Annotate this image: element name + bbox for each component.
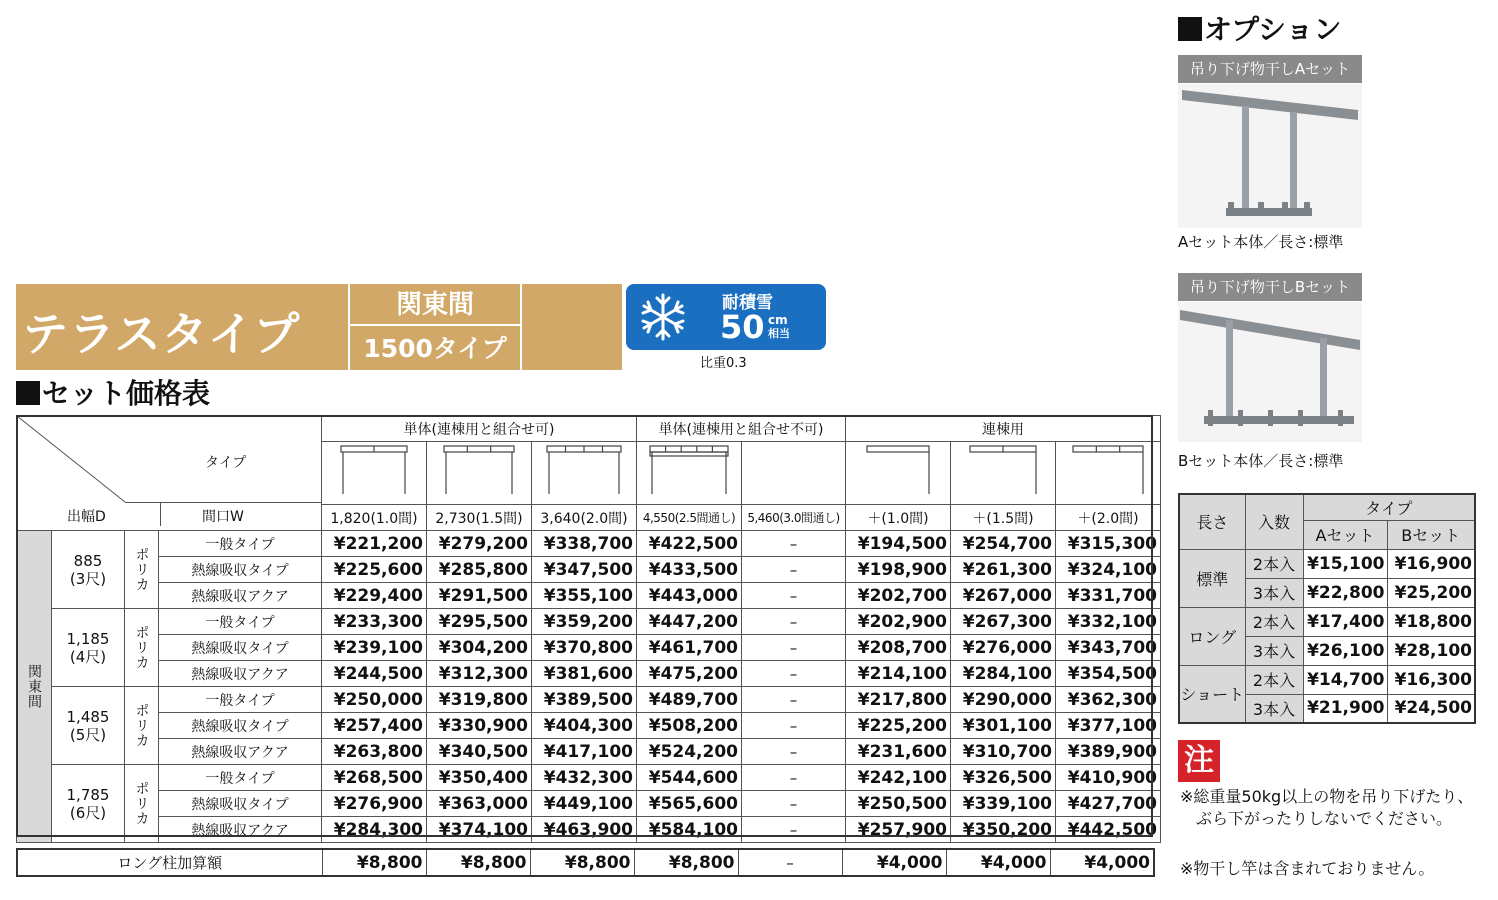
option-price: ¥25,200 xyxy=(1387,578,1475,607)
section-title: セット価格表 xyxy=(16,372,210,412)
price-cell: ¥343,700 xyxy=(1056,635,1161,661)
set-b-header: Bセット xyxy=(1387,520,1475,549)
price-cell: ¥374,100 xyxy=(427,817,532,843)
type-name: 一般タイプ xyxy=(159,609,322,635)
table-row xyxy=(17,609,1161,635)
depth-value: 1,185 xyxy=(66,629,110,648)
table-row xyxy=(17,583,1161,609)
material-label: ポリカ xyxy=(125,609,159,687)
price-cell: ¥350,200 xyxy=(951,817,1056,843)
price-cell: ¥324,100 xyxy=(1056,557,1161,583)
price-cell: ¥263,800 xyxy=(322,739,427,765)
price-cell: ¥214,100 xyxy=(846,661,951,687)
type-name: 熱線吸収タイプ xyxy=(159,557,322,583)
price-cell: ¥295,500 xyxy=(427,609,532,635)
count-header: 入数 xyxy=(1245,494,1303,549)
depth-label: 出幅D xyxy=(67,509,106,525)
option-price: ¥16,900 xyxy=(1387,549,1475,578)
count-cell: 2本入 xyxy=(1245,549,1303,578)
width-header: 2,730(1.5間) xyxy=(427,505,532,531)
price-cell: ¥427,700 xyxy=(1056,791,1161,817)
type-name: 熱線吸収アクア xyxy=(159,817,322,843)
price-cell: ¥489,700 xyxy=(637,687,742,713)
width-header: 5,460(3.0間通し) xyxy=(742,505,846,531)
depth-cell xyxy=(52,531,125,609)
option-row xyxy=(1179,607,1475,636)
table-row xyxy=(17,817,1161,843)
price-cell: ¥279,200 xyxy=(427,531,532,557)
set-a-image xyxy=(1178,84,1362,228)
option-price: ¥26,100 xyxy=(1303,636,1387,665)
type-name: 一般タイプ xyxy=(159,687,322,713)
price-cell: ¥257,400 xyxy=(322,713,427,739)
option-price: ¥15,100 xyxy=(1303,549,1387,578)
width-header: ＋(2.0間) xyxy=(1056,505,1161,531)
price-cell: ¥417,100 xyxy=(532,739,637,765)
price-cell: ¥267,000 xyxy=(951,583,1056,609)
long-post-price: ¥4,000 xyxy=(946,849,1050,876)
set-a-tag: 吊り下げ物干しAセット xyxy=(1178,55,1362,83)
table-row xyxy=(17,687,1161,713)
price-cell: ¥443,000 xyxy=(637,583,742,609)
option-price: ¥24,500 xyxy=(1387,694,1475,723)
square-bullet-icon xyxy=(16,381,40,405)
frame-icon xyxy=(322,442,426,500)
frame-diagram-cell xyxy=(322,442,427,505)
price-cell: ¥198,900 xyxy=(846,557,951,583)
material-label: ポリカ xyxy=(125,531,159,609)
price-cell: ¥461,700 xyxy=(637,635,742,661)
long-post-price: ¥4,000 xyxy=(1050,849,1154,876)
price-cell: ¥330,900 xyxy=(427,713,532,739)
price-cell: ¥233,300 xyxy=(322,609,427,635)
price-cell: ¥261,300 xyxy=(951,557,1056,583)
table-row xyxy=(17,791,1161,817)
price-cell: ¥432,300 xyxy=(532,765,637,791)
length-cell: ロング xyxy=(1179,607,1245,665)
region-label: 関東間 xyxy=(17,531,52,843)
price-cell: ¥339,100 xyxy=(951,791,1056,817)
price-cell: ¥291,500 xyxy=(427,583,532,609)
set-b-caption: Bセット本体／長さ:標準 xyxy=(1178,452,1344,470)
price-cell: ¥276,900 xyxy=(322,791,427,817)
price-cell: ¥267,300 xyxy=(951,609,1056,635)
price-cell: ¥442,500 xyxy=(1056,817,1161,843)
diagonal-line xyxy=(17,416,322,526)
group-header: 単体(連棟用と組合せ不可) xyxy=(637,416,846,442)
length-cell: ショート xyxy=(1179,665,1245,723)
price-cell: – xyxy=(742,739,846,765)
price-cell: ¥508,200 xyxy=(637,713,742,739)
price-cell: ¥239,100 xyxy=(322,635,427,661)
price-cell: ¥584,100 xyxy=(637,817,742,843)
price-cell: ¥312,300 xyxy=(427,661,532,687)
snowflake-icon xyxy=(638,292,688,342)
length-cell: 標準 xyxy=(1179,549,1245,607)
price-cell: ¥524,200 xyxy=(637,739,742,765)
snow-label: 耐積雪 xyxy=(722,293,773,313)
option-price: ¥18,800 xyxy=(1387,607,1475,636)
price-cell: ¥340,500 xyxy=(427,739,532,765)
long-post-price: – xyxy=(738,849,842,876)
type-name: 熱線吸収アクア xyxy=(159,739,322,765)
price-cell: – xyxy=(742,817,846,843)
width-header: ＋(1.5間) xyxy=(951,505,1056,531)
price-cell: ¥354,500 xyxy=(1056,661,1161,687)
group-header: 単体(連棟用と組合せ可) xyxy=(322,416,637,442)
option-price: ¥28,100 xyxy=(1387,636,1475,665)
price-cell: – xyxy=(742,765,846,791)
price-cell: ¥315,300 xyxy=(1056,531,1161,557)
snow-value: 50 xyxy=(720,308,765,346)
option-price: ¥21,900 xyxy=(1303,694,1387,723)
price-cell: ¥254,700 xyxy=(951,531,1056,557)
price-cell: ¥250,000 xyxy=(322,687,427,713)
price-cell: ¥202,900 xyxy=(846,609,951,635)
table-row xyxy=(17,661,1161,687)
frame-diagram-cell xyxy=(532,442,637,505)
price-cell: – xyxy=(742,557,846,583)
type-name: 一般タイプ xyxy=(159,531,322,557)
type-name: 熱線吸収アクア xyxy=(159,661,322,687)
price-cell: ¥276,000 xyxy=(951,635,1056,661)
price-cell: ¥389,900 xyxy=(1056,739,1161,765)
price-cell: ¥319,800 xyxy=(427,687,532,713)
price-cell: ¥244,500 xyxy=(322,661,427,687)
frame-icon xyxy=(951,442,1055,500)
option-row xyxy=(1179,665,1475,694)
frame-diagram-cell xyxy=(846,442,951,505)
price-cell: ¥225,200 xyxy=(846,713,951,739)
price-cell: ¥290,000 xyxy=(951,687,1056,713)
depth-value: 1,785 xyxy=(66,785,110,804)
length-header: 長さ xyxy=(1179,494,1245,549)
banner-type: 1500タイプ xyxy=(363,334,507,363)
option-price: ¥22,800 xyxy=(1303,578,1387,607)
price-cell: ¥217,800 xyxy=(846,687,951,713)
price-cell: ¥284,300 xyxy=(322,817,427,843)
frame-icon xyxy=(846,442,950,500)
price-cell: ¥242,100 xyxy=(846,765,951,791)
price-cell: ¥331,700 xyxy=(1056,583,1161,609)
price-cell: ¥310,700 xyxy=(951,739,1056,765)
type-banner xyxy=(16,284,622,370)
price-cell: – xyxy=(742,531,846,557)
type-name: 一般タイプ xyxy=(159,765,322,791)
options-title: オプション xyxy=(1178,8,1341,48)
price-cell: ¥544,600 xyxy=(637,765,742,791)
count-cell: 2本入 xyxy=(1245,665,1303,694)
table-row xyxy=(17,739,1161,765)
price-cell: ¥250,500 xyxy=(846,791,951,817)
type-name: 熱線吸収アクア xyxy=(159,583,322,609)
table-row xyxy=(17,713,1161,739)
price-cell: ¥370,800 xyxy=(532,635,637,661)
price-cell: ¥229,400 xyxy=(322,583,427,609)
price-cell: ¥257,900 xyxy=(846,817,951,843)
depth-cell xyxy=(52,765,125,843)
material-label: ポリカ xyxy=(125,687,159,765)
price-cell: ¥338,700 xyxy=(532,531,637,557)
table-row xyxy=(17,635,1161,661)
frame-icon xyxy=(637,442,741,500)
material-label: ポリカ xyxy=(125,765,159,843)
price-cell: ¥463,900 xyxy=(532,817,637,843)
price-cell: ¥565,600 xyxy=(637,791,742,817)
price-cell: ¥362,300 xyxy=(1056,687,1161,713)
depth-value: 1,485 xyxy=(66,707,110,726)
price-table xyxy=(16,415,1161,843)
long-post-table xyxy=(16,848,1155,877)
price-cell: – xyxy=(742,609,846,635)
price-cell: ¥225,600 xyxy=(322,557,427,583)
set-b-image xyxy=(1178,302,1362,442)
price-cell: ¥359,200 xyxy=(532,609,637,635)
price-cell: – xyxy=(742,635,846,661)
price-cell: ¥194,500 xyxy=(846,531,951,557)
depth-cell xyxy=(52,609,125,687)
header-corner xyxy=(17,416,322,531)
frame-icon xyxy=(532,442,636,500)
option-header-row xyxy=(1179,494,1475,520)
set-a-header: Aセット xyxy=(1303,520,1387,549)
set-a-caption: Aセット本体／長さ:標準 xyxy=(1178,233,1344,251)
price-cell: ¥389,500 xyxy=(532,687,637,713)
long-post-price: ¥8,800 xyxy=(322,849,426,876)
type-name: 熱線吸収タイプ xyxy=(159,713,322,739)
frame-diagram-cell xyxy=(637,442,742,505)
price-cell: ¥347,500 xyxy=(532,557,637,583)
depth-shaku: (4尺) xyxy=(69,647,107,666)
banner-spec-box xyxy=(348,284,522,370)
price-cell: ¥410,900 xyxy=(1056,765,1161,791)
snow-unit: cm 相当 xyxy=(768,313,790,340)
price-cell: ¥350,400 xyxy=(427,765,532,791)
price-cell: ¥381,600 xyxy=(532,661,637,687)
long-post-price: ¥4,000 xyxy=(842,849,946,876)
price-cell: ¥231,600 xyxy=(846,739,951,765)
price-cell: ¥433,500 xyxy=(637,557,742,583)
long-post-price: ¥8,800 xyxy=(426,849,530,876)
count-cell: 3本入 xyxy=(1245,694,1303,723)
depth-shaku: (3尺) xyxy=(69,569,107,588)
price-cell: – xyxy=(742,791,846,817)
width-header: 3,640(2.0間) xyxy=(532,505,637,531)
long-post-row xyxy=(17,849,1154,876)
type-name: 熱線吸収タイプ xyxy=(159,791,322,817)
square-bullet-icon xyxy=(1178,17,1202,41)
note-line: ※物干し竿は含まれておりません。 xyxy=(1180,859,1435,878)
price-cell: ¥355,100 xyxy=(532,583,637,609)
long-post-label: ロング柱加算額 xyxy=(17,849,322,876)
type-header: タイプ xyxy=(1303,494,1475,520)
group-header-row xyxy=(17,416,1161,442)
count-cell: 2本入 xyxy=(1245,607,1303,636)
option-row xyxy=(1179,549,1475,578)
frame-diagram-cell xyxy=(742,442,846,505)
count-cell: 3本入 xyxy=(1245,636,1303,665)
frame-icon xyxy=(427,442,531,500)
price-cell: – xyxy=(742,583,846,609)
option-price: ¥17,400 xyxy=(1303,607,1387,636)
depth-value: 885 xyxy=(73,551,103,570)
price-cell: ¥326,500 xyxy=(951,765,1056,791)
width-header: 4,550(2.5間通し) xyxy=(637,505,742,531)
depth-shaku: (6尺) xyxy=(69,803,107,822)
price-cell: ¥304,200 xyxy=(427,635,532,661)
table-row xyxy=(17,765,1161,791)
price-cell: – xyxy=(742,661,846,687)
price-cell: ¥268,500 xyxy=(322,765,427,791)
long-post-price: ¥8,800 xyxy=(530,849,634,876)
snow-note: 比重0.3 xyxy=(700,356,747,371)
price-cell: ¥202,700 xyxy=(846,583,951,609)
price-cell: ¥475,200 xyxy=(637,661,742,687)
width-header: ＋(1.0間) xyxy=(846,505,951,531)
price-cell: ¥284,100 xyxy=(951,661,1056,687)
frame-icon xyxy=(1056,442,1160,500)
group-header: 連棟用 xyxy=(846,416,1161,442)
price-cell: ¥377,100 xyxy=(1056,713,1161,739)
price-cell: ¥208,700 xyxy=(846,635,951,661)
price-cell: ¥404,300 xyxy=(532,713,637,739)
price-cell: ¥332,100 xyxy=(1056,609,1161,635)
price-cell: ¥363,000 xyxy=(427,791,532,817)
type-label: タイプ xyxy=(205,455,247,471)
price-cell: ¥301,100 xyxy=(951,713,1056,739)
option-price: ¥14,700 xyxy=(1303,665,1387,694)
note-badge: 注 xyxy=(1178,740,1220,782)
price-cell: ¥285,800 xyxy=(427,557,532,583)
depth-shaku: (5尺) xyxy=(69,725,107,744)
banner-title: テラスタイプ xyxy=(22,307,301,361)
banner-region: 関東間 xyxy=(350,284,520,326)
price-cell: – xyxy=(742,713,846,739)
note-line: ※総重量50kg以上の物を吊り下げたり、ぶら下がったりしないでください。 xyxy=(1180,787,1474,828)
option-price: ¥16,300 xyxy=(1387,665,1475,694)
option-price-table xyxy=(1178,493,1476,724)
price-cell: ¥422,500 xyxy=(637,531,742,557)
long-post-price: ¥8,800 xyxy=(634,849,738,876)
table-row xyxy=(17,531,1161,557)
snow-load-badge xyxy=(626,284,826,350)
frame-diagram-cell xyxy=(427,442,532,505)
width-header: 1,820(1.0間) xyxy=(322,505,427,531)
frame-diagram-cell xyxy=(1056,442,1161,505)
count-cell: 3本入 xyxy=(1245,578,1303,607)
price-cell: ¥449,100 xyxy=(532,791,637,817)
price-cell: ¥447,200 xyxy=(637,609,742,635)
price-cell: – xyxy=(742,687,846,713)
depth-cell xyxy=(52,687,125,765)
table-row xyxy=(17,557,1161,583)
set-b-tag: 吊り下げ物干しBセット xyxy=(1178,273,1362,301)
width-label: 間口W xyxy=(202,509,244,525)
type-name: 熱線吸収タイプ xyxy=(159,635,322,661)
frame-diagram-cell xyxy=(951,442,1056,505)
price-cell: ¥221,200 xyxy=(322,531,427,557)
